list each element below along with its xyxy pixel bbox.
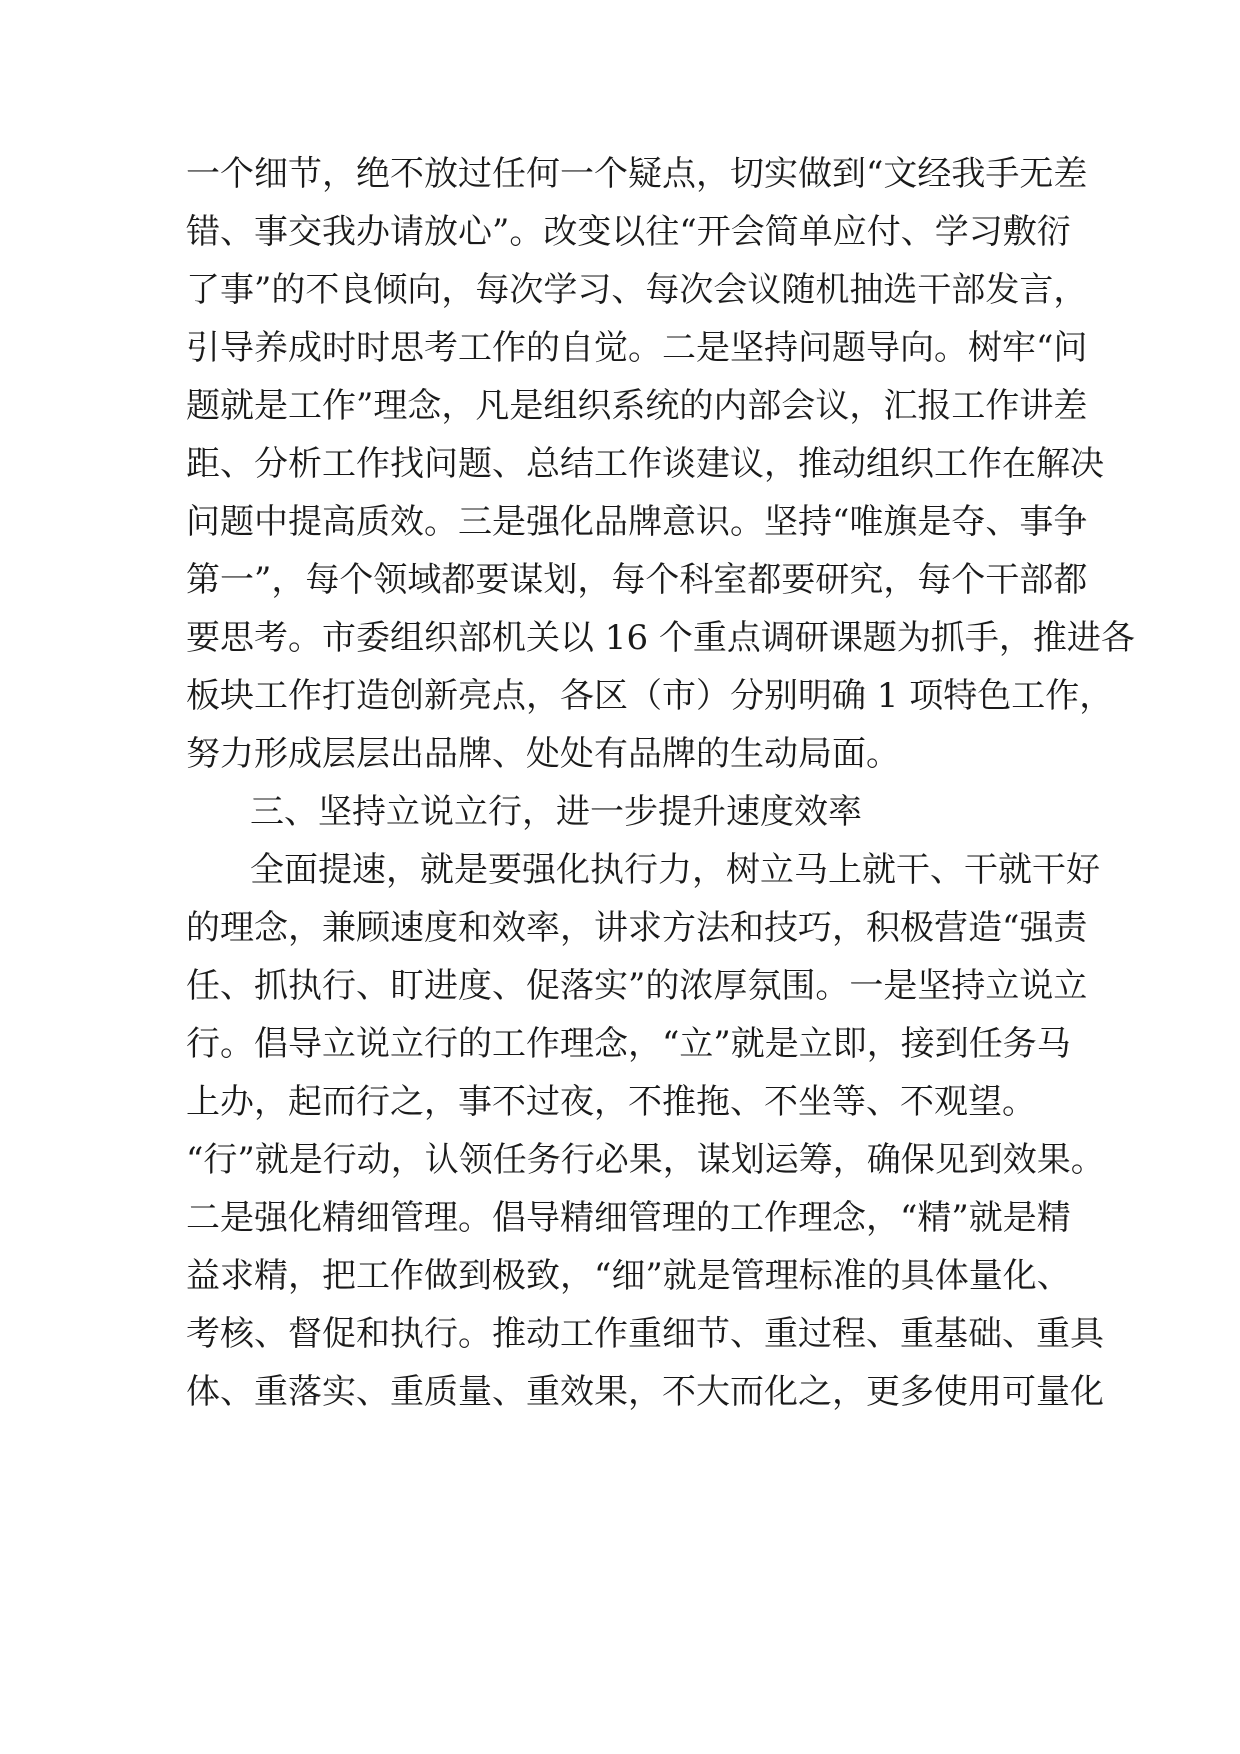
text-line: 了事”的不良倾向，每次学习、每次会议随机抽选干部发言， [186,270,1088,310]
text-line: 努力形成层层出品牌、处处有品牌的生动局面。 [186,734,900,774]
text-line: “行”就是行动，认领任务行必果，谋划运筹，确保见到效果。 [186,1140,1105,1180]
text-line: 考核、督促和执行。推动工作重细节、重过程、重基础、重具 [186,1314,1104,1354]
text-line: 二是强化精细管理。倡导精细管理的工作理念，“精”就是精 [186,1198,1071,1238]
text-line: 引导养成时时思考工作的自觉。二是坚持问题导向。树牢“问 [186,328,1088,368]
text-line: 的理念，兼顾速度和效率，讲求方法和技巧，积极营造“强责 [186,908,1088,948]
paragraph-first-line: 全面提速，就是要强化执行力，树立马上就干、干就干好 [250,850,1100,890]
section-heading: 三、坚持立说立行，进一步提升速度效率 [250,792,862,832]
text-line: 一个细节，绝不放过任何一个疑点，切实做到“文经我手无差 [186,154,1088,194]
text-line: 任、抓执行、盯进度、促落实”的浓厚氛围。一是坚持立说立 [186,966,1088,1006]
text-line: 体、重落实、重质量、重效果，不大而化之，更多使用可量化 [186,1372,1104,1412]
text-line: 问题中提高质效。三是强化品牌意识。坚持“唯旗是夺、事争 [186,502,1088,542]
text-line: 距、分析工作找问题、总结工作谈建议，推动组织工作在解决 [186,444,1104,484]
text-line: 题就是工作”理念，凡是组织系统的内部会议，汇报工作讲差 [186,386,1088,426]
text-line: 行。倡导立说立行的工作理念，“立”就是立即，接到任务马 [186,1024,1071,1064]
text-line: 上办，起而行之，事不过夜，不推拖、不坐等、不观望。 [186,1082,1036,1122]
text-line: 第一”，每个领域都要谋划，每个科室都要研究，每个干部都 [186,560,1088,600]
text-line: 板块工作打造创新亮点，各区（市）分别明确 1 项特色工作， [186,676,1114,716]
text-line: 要思考。市委组织部机关以 16 个重点调研课题为抓手，推进各 [186,618,1135,658]
text-line: 错、事交我办请放心”。改变以往“开会简单应付、学习敷衍 [186,212,1071,252]
text-line: 益求精，把工作做到极致，“细”就是管理标准的具体量化、 [186,1256,1071,1296]
